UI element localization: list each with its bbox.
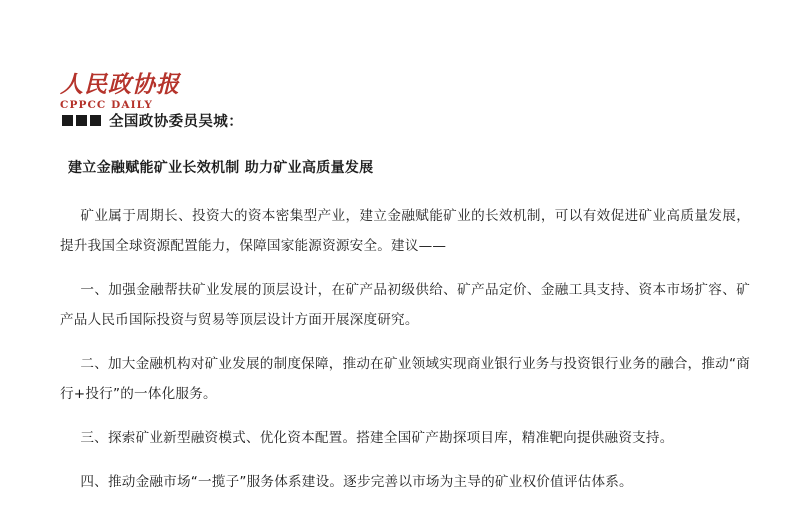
article-paragraph: 三、探索矿业新型融资模式、优化资本配置。搭建全国矿产勘探项目库，精准靶向提供融资支持。 (80, 430, 674, 446)
article-paragraph: 四、推动金融市场“一揽子”服务体系建设。逐步完善以市场为主导的矿业权价值评估体系。 (80, 474, 633, 490)
bullet-squares-icon (62, 115, 101, 126)
article-paragraph: 矿业属于周期长、投资大的资本密集型产业，建立金融赋能矿业的长效机制，可以有效促进矿业高质量发展，提升我国全球资源配置能力，保障国家能源资源安全。建议—— (60, 208, 750, 254)
masthead-logo-en: CPPCC DAILY (60, 99, 153, 112)
article-paragraph: 一、加强金融帮扶矿业发展的顶层设计，在矿产品初级供给、矿产品定价、金融工具支持、资本市场扩容、矿产品人民币国际投资与贸易等顶层设计方面开展深度研究。 (60, 282, 750, 328)
article-paragraph: 二、加大金融机构对矿业发展的制度保障，推动在矿业领域实现商业银行业务与投资银行业务的融合，推动“商行+投行”的一体化服务。 (60, 356, 750, 402)
article-body (60, 110, 750, 497)
byline-row (60, 110, 750, 131)
article-byline: 全国政协委员吴城： (109, 114, 244, 130)
article-subheadline: 建立金融赋能矿业长效机制 助力矿业高质量发展 (68, 160, 374, 176)
masthead-logo-cn: 人民政协报 (60, 71, 180, 98)
masthead (60, 72, 270, 111)
